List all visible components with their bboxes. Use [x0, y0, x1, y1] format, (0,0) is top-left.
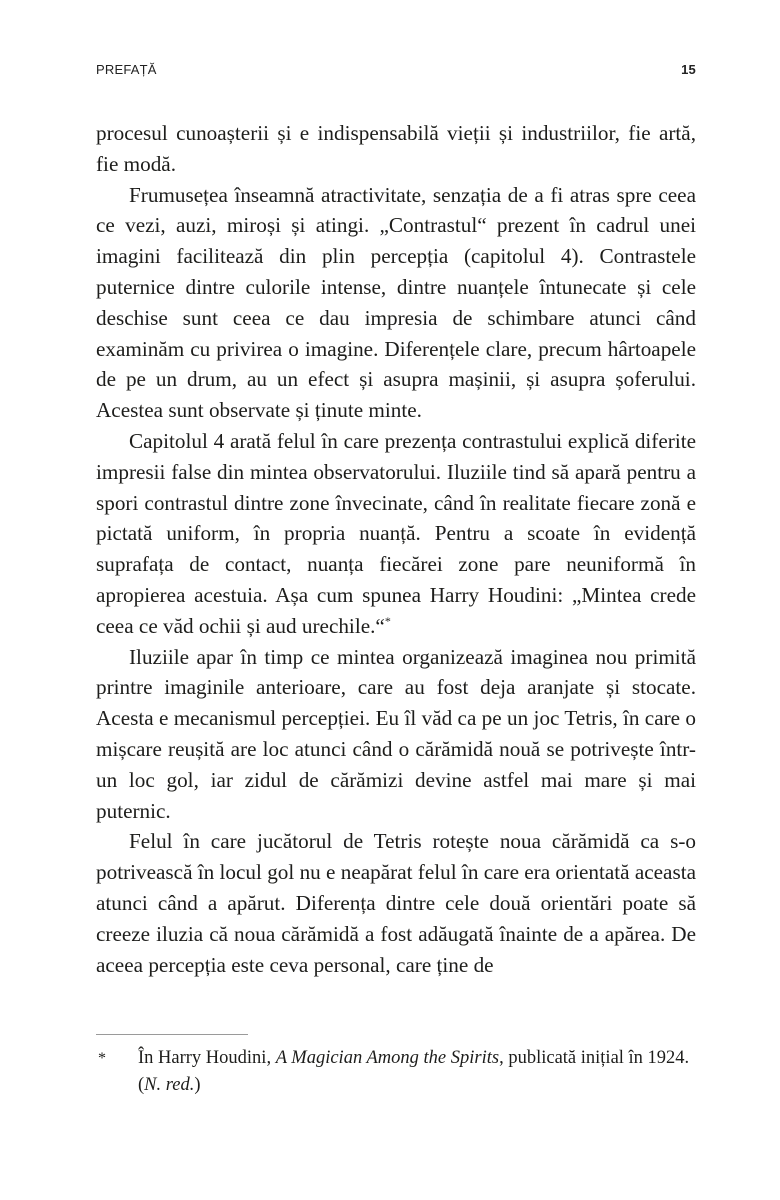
footnote	[96, 1045, 696, 1099]
paragraph-text: Iluziile apar în timp ce mintea organizează imaginea nou primită printre imaginile anterioare, care au fost deja aranjate și stocate. Acesta e mecanismul percepției. Eu îl văd ca pe un joc Tetris, în care o mișcare reușită are loc atunci când o cărămidă nouă se potrivește într-un loc gol, iar zidul de cărămizi devine astfel mai mare și mai puternic.	[96, 644, 696, 823]
paragraph-text: procesul cunoașterii și e indispensabilă vieții și industriilor, fie artă, fie modă.	[96, 121, 696, 176]
footnote-suffix: )	[194, 1075, 201, 1095]
paragraph-text: Capitolul 4 arată felul în care prezența contrastului explică diferite impresii false din mintea observatorului. Iluziile tind să apară pentru a spori contrastul dintre zone învecinate, când în realitate fiecare zonă e pictată uniform, în propria nuanță. Pentru a scoate în evidență suprafața de contact, nuanța fiecărei zone pare neuniformă în apropierea acestuia. Așa cum spunea Harry Houdini: „Mintea crede ceea ce văd ochii și aud urechile.“	[96, 428, 696, 638]
paragraph-beauty	[96, 180, 696, 426]
body-text	[96, 118, 696, 980]
paragraph-tetris	[96, 826, 696, 980]
paragraph-contrast	[96, 426, 696, 642]
footnote-prefix: În Harry Houdini,	[138, 1048, 276, 1068]
footnote-marker: *	[98, 1050, 106, 1067]
paragraph-text: Frumusețea înseamnă atractivitate, senzația de a fi atras spre ceea ce vezi, auzi, miroși și atingi. „Contrastul“ prezent în cadrul unei imagini facilitează din plin percepția (capitolul 4). Contrastele puternice dintre culorile intense, dintre nuanțele întunecate și cele deschise sunt ceea ce dau impresia de schimbare atunci când examinăm cu privirea o imagine. Diferențele clare, precum hârtoapele de pe un drum, au un efect și asupra mașinii, și asupra șoferului. Acestea sunt observate și ținute minte.	[96, 182, 696, 423]
running-header	[96, 62, 696, 82]
footnote-reference[interactable]: *	[384, 613, 391, 628]
footnote-editor-note: N. red.	[144, 1075, 195, 1095]
section-title: PREFAȚĂ	[96, 62, 157, 77]
footnote-book-title: A Magician Among the Spirits	[275, 1048, 500, 1068]
paragraph-illusions	[96, 642, 696, 827]
footnote-text	[138, 1045, 696, 1099]
paragraph-text: Felul în care jucătorul de Tetris rotește noua cărămidă ca s-o potrivească în locul gol nu e neapărat felul în care era orientată aceasta atunci când a apărut. Diferența dintre cele două orientări poate să creeze iluzia că noua cărămidă a fost adăugată înainte de a apărea. De aceea percepția este ceva personal, care ține de	[96, 829, 696, 977]
page-number: 15	[681, 62, 696, 77]
paragraph-continuation	[96, 118, 696, 180]
footnote-divider	[96, 1034, 248, 1035]
footnote-middle: , publicată inițial în 1924. (	[138, 1048, 690, 1095]
